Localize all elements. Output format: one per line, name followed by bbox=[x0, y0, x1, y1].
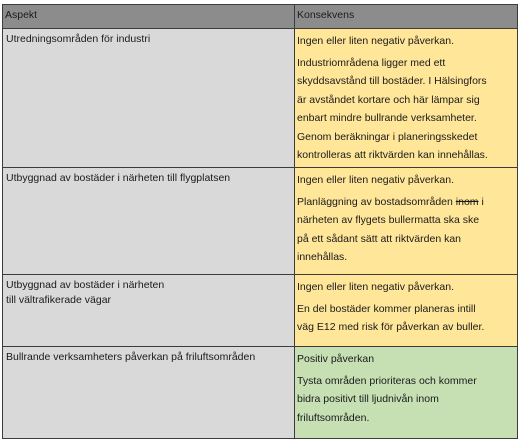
detail-line: En del bostäder kommer planeras intill bbox=[297, 302, 476, 315]
consequence-table bbox=[2, 4, 518, 439]
struck-word: inom bbox=[455, 195, 479, 208]
impact-level: Positiv påverkan bbox=[297, 353, 375, 365]
aspect-cell bbox=[3, 347, 295, 439]
consequence-cell bbox=[295, 275, 518, 347]
detail-line: väg E12 med risk för påverkan av buller. bbox=[297, 321, 485, 333]
header-konsekvens: Konsekvens bbox=[295, 5, 518, 29]
aspect-text: Utredningsområden för industri bbox=[6, 33, 151, 45]
detail-line: på ett sådant sätt att riktvärden kan bbox=[297, 232, 462, 245]
aspect-text: Bullrande verksamheters påverkan på friluftsområden bbox=[6, 351, 256, 363]
detail-line: Tysta områden prioriteras och kommer bbox=[297, 374, 477, 387]
aspect-cell bbox=[3, 275, 295, 347]
detail-line bbox=[297, 193, 517, 212]
detail-line: skyddsavstånd till bostäder. I Hälsingfors bbox=[297, 75, 487, 87]
detail-line: kontrolleras att riktvärden kan innehållas. bbox=[297, 149, 488, 161]
detail-line: bidra positivt till ljudnivån inom bbox=[297, 393, 439, 405]
impact-level: Ingen eller liten negativ påverkan. bbox=[297, 281, 455, 293]
table-row bbox=[3, 29, 518, 168]
detail-line: Industriområdena ligger med ett bbox=[297, 56, 446, 69]
aspect-text: till vältrafikerade vägar bbox=[6, 294, 112, 306]
table-row bbox=[3, 347, 518, 439]
consequence-cell bbox=[295, 347, 518, 439]
aspect-text: Utbyggnad av bostäder i närheten bbox=[6, 279, 165, 291]
detail-line: friluftsområden. bbox=[297, 411, 370, 424]
detail-line: är avståndet kortare och här lämpar sig bbox=[297, 93, 480, 106]
consequence-cell bbox=[295, 168, 518, 275]
aspect-cell bbox=[3, 29, 295, 168]
aspect-cell bbox=[3, 168, 295, 275]
impact-level: Ingen eller liten negativ påverkan. bbox=[297, 35, 455, 47]
detail-text: i bbox=[478, 195, 484, 208]
consequence-cell bbox=[295, 29, 518, 168]
table-row bbox=[3, 275, 518, 347]
detail-line: innehållas. bbox=[297, 251, 348, 263]
detail-line: närheten av flygets bullermatta ska ske bbox=[297, 214, 480, 226]
table-row bbox=[3, 168, 518, 275]
detail-line: Genom beräkningar i planeringsskedet bbox=[297, 130, 478, 143]
header-aspekt: Aspekt bbox=[3, 5, 295, 29]
detail-line: enbart mindre bullrande verksamheter. bbox=[297, 112, 477, 124]
aspect-text: Utbyggnad av bostäder i närheten till flygplatsen bbox=[6, 172, 231, 184]
table-header-row bbox=[3, 5, 518, 29]
detail-text: Planläggning av bostadsområden bbox=[297, 195, 456, 208]
impact-level: Ingen eller liten negativ påverkan. bbox=[297, 174, 455, 186]
